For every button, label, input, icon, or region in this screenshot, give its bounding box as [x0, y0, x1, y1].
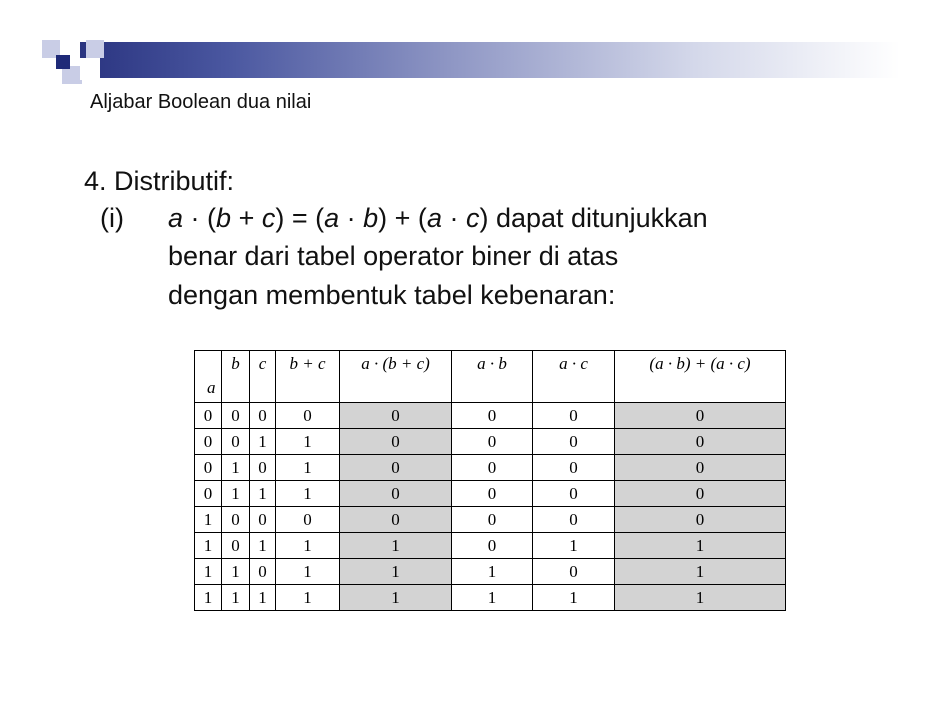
- table-cell: 1: [615, 533, 786, 559]
- table-cell: 1: [222, 559, 250, 585]
- table-cell: 0: [452, 481, 533, 507]
- text-part: ·: [339, 203, 364, 233]
- table-row: [195, 481, 786, 507]
- header-ab-or-ac: (a · b) + (a · c): [615, 351, 786, 403]
- item-number: (i): [100, 203, 124, 233]
- table-cell: 0: [195, 481, 222, 507]
- table-cell: 1: [222, 455, 250, 481]
- table-cell: 1: [276, 559, 340, 585]
- var-a: a: [426, 203, 442, 233]
- table-cell: 1: [340, 533, 452, 559]
- table-cell: 0: [533, 455, 615, 481]
- var-c: c: [261, 203, 276, 233]
- table-cell: 0: [276, 507, 340, 533]
- table-cell: 1: [276, 429, 340, 455]
- decor-square-dark: [56, 55, 70, 69]
- table-cell: 1: [250, 429, 276, 455]
- var-b: b: [363, 203, 379, 233]
- header-b: b: [222, 351, 250, 403]
- text-part: ·: [441, 203, 466, 233]
- table-cell: 0: [250, 403, 276, 429]
- table-cell: 0: [340, 481, 452, 507]
- table-cell: 1: [222, 481, 250, 507]
- table-cell: 1: [276, 455, 340, 481]
- var-a: a: [324, 203, 340, 233]
- table-row: [195, 533, 786, 559]
- table-cell: 0: [452, 507, 533, 533]
- table-cell: 0: [250, 559, 276, 585]
- var-c: c: [465, 203, 480, 233]
- table-cell: 1: [195, 533, 222, 559]
- table-cell: 1: [276, 585, 340, 611]
- table-cell: 1: [250, 481, 276, 507]
- table-cell: 0: [615, 455, 786, 481]
- text-part: · (: [183, 203, 217, 233]
- header-a-and-b: a · b: [452, 351, 533, 403]
- table-row: [195, 585, 786, 611]
- table-cell: 0: [533, 507, 615, 533]
- table-cell: 0: [340, 507, 452, 533]
- table-cell: 0: [195, 455, 222, 481]
- truth-table-body: [195, 403, 786, 611]
- text-part: ) + (: [378, 203, 427, 233]
- table-cell: 0: [340, 455, 452, 481]
- table-cell: 1: [195, 585, 222, 611]
- text-part: +: [231, 203, 262, 233]
- decor-square: [80, 58, 100, 80]
- table-cell: 1: [615, 559, 786, 585]
- table-cell: 0: [615, 507, 786, 533]
- formula-line: [168, 203, 708, 234]
- decor-square: [86, 40, 104, 58]
- table-cell: 0: [222, 533, 250, 559]
- table-cell: 0: [452, 455, 533, 481]
- title-gradient-bar: [80, 42, 900, 78]
- table-cell: 0: [222, 507, 250, 533]
- table-row: [195, 559, 786, 585]
- table-cell: 1: [195, 507, 222, 533]
- table-cell: 0: [222, 429, 250, 455]
- table-cell: 1: [250, 533, 276, 559]
- table-cell: 0: [452, 429, 533, 455]
- table-cell: 1: [340, 559, 452, 585]
- table-cell: 0: [452, 533, 533, 559]
- table-cell: 0: [340, 403, 452, 429]
- body-line-2: benar dari tabel operator biner di atas: [168, 241, 619, 271]
- table-cell: 0: [533, 481, 615, 507]
- text-part: ) = (: [275, 203, 325, 233]
- table-cell: 0: [276, 403, 340, 429]
- table-cell: 1: [276, 533, 340, 559]
- table-cell: 1: [615, 585, 786, 611]
- table-cell: 1: [533, 533, 615, 559]
- table-cell: 0: [533, 559, 615, 585]
- text-part: ) dapat ditunjukkan: [479, 203, 708, 233]
- table-cell: 1: [533, 585, 615, 611]
- header-c: c: [250, 351, 276, 403]
- var-b: b: [216, 203, 232, 233]
- table-cell: 1: [195, 559, 222, 585]
- table-cell: 1: [452, 585, 533, 611]
- header-a-and-c: a · c: [533, 351, 615, 403]
- table-cell: 0: [195, 403, 222, 429]
- table-cell: 1: [452, 559, 533, 585]
- table-cell: 1: [222, 585, 250, 611]
- table-cell: 0: [615, 481, 786, 507]
- table-cell: 0: [222, 403, 250, 429]
- slide-subtitle: Aljabar Boolean dua nilai: [90, 91, 312, 113]
- table-row: [195, 455, 786, 481]
- truth-table: [194, 350, 786, 611]
- header-a: a: [195, 351, 222, 403]
- table-cell: 1: [276, 481, 340, 507]
- header-b-plus-c: b + c: [276, 351, 340, 403]
- table-row: [195, 403, 786, 429]
- table-cell: 0: [250, 507, 276, 533]
- table-cell: 0: [250, 455, 276, 481]
- table-row: [195, 507, 786, 533]
- section-heading: 4. Distributif:: [84, 166, 235, 196]
- table-cell: 0: [340, 429, 452, 455]
- table-cell: 0: [533, 429, 615, 455]
- table-cell: 0: [452, 403, 533, 429]
- table-cell: 1: [340, 585, 452, 611]
- table-cell: 0: [615, 429, 786, 455]
- table-cell: 0: [195, 429, 222, 455]
- table-cell: 0: [615, 403, 786, 429]
- header-a-and-b-plus-c: a · (b + c): [340, 351, 452, 403]
- body-line-3: dengan membentuk tabel kebenaran:: [168, 280, 616, 310]
- table-cell: 0: [533, 403, 615, 429]
- var-a: a: [168, 203, 184, 233]
- table-cell: 1: [250, 585, 276, 611]
- table-row: [195, 429, 786, 455]
